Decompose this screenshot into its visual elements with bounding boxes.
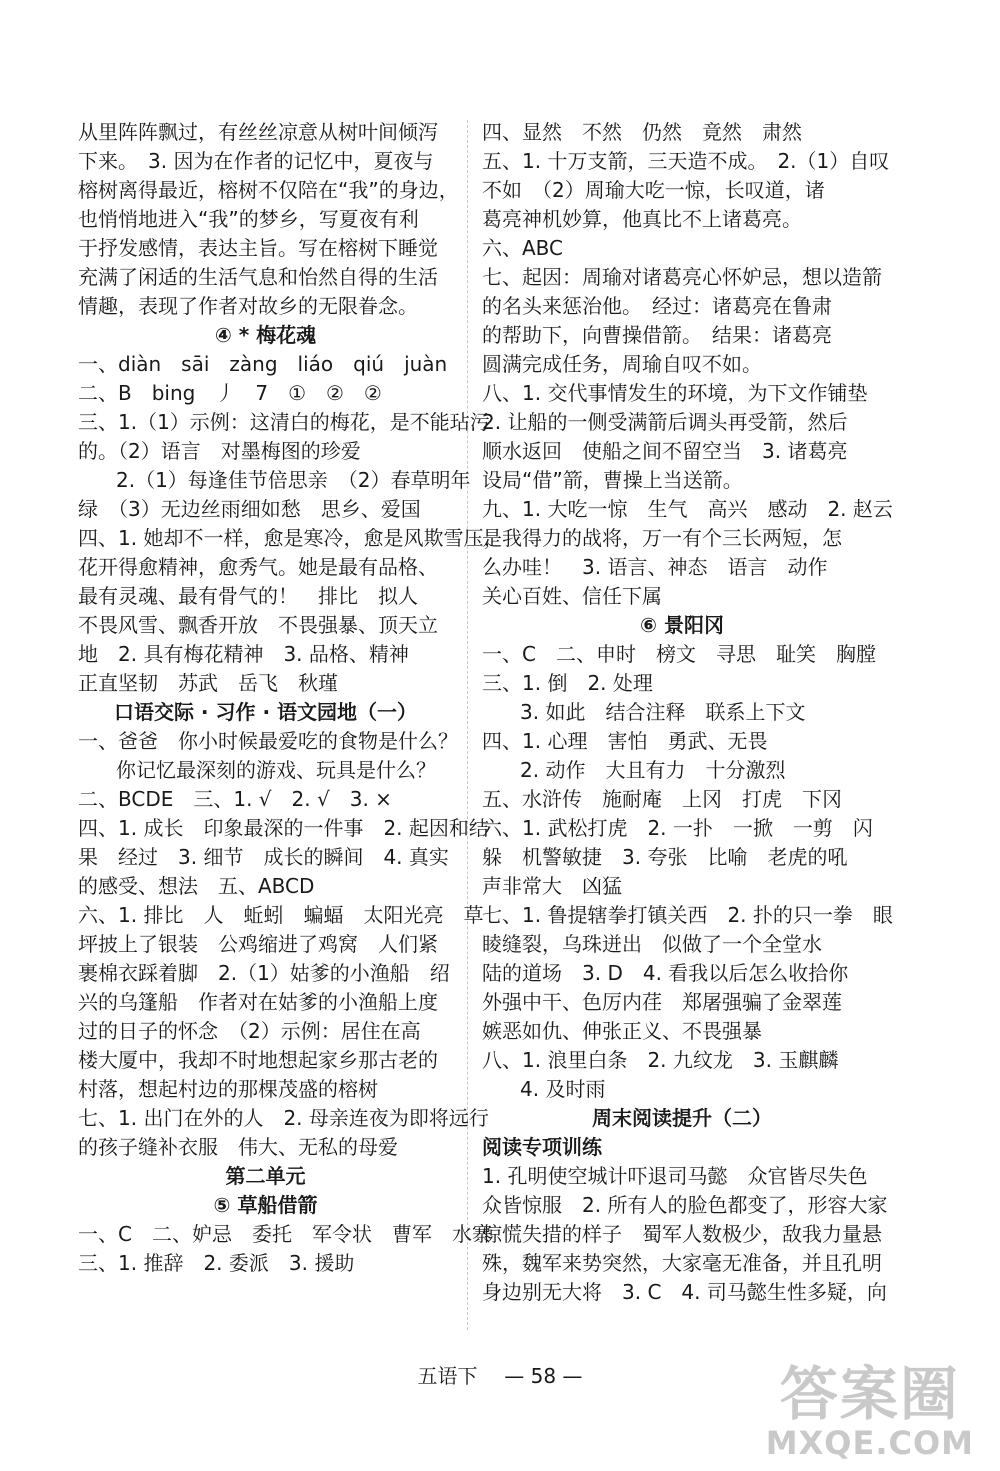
column-divider: [467, 120, 468, 1330]
answer-line: 你记忆最深刻的游戏、玩具是什么？: [116, 758, 436, 782]
answer-line: 四、1. 她却不一样，愈是寒冷，愈是风欺雪压，: [78, 526, 504, 550]
answer-line: 关心百姓、信任下属: [482, 584, 662, 608]
answer-line: 充满了闲适的生活气息和怡然自得的生活: [78, 265, 438, 289]
answer-line: 睖缝裂，乌珠迸出 似做了一个全堂水: [482, 932, 822, 956]
answer-line: 情趣，表现了作者对故乡的无限眷念。: [78, 294, 418, 318]
answer-line: 顺水返回 使船之间不留空当 3. 诸葛亮: [482, 439, 848, 463]
answer-line: 裹棉衣踩着脚 2.（1）姑爹的小渔船 绍: [78, 961, 450, 985]
answer-line: 2. 动作 大且有力 十分激烈: [520, 758, 786, 782]
answer-line: 最有灵魂、最有骨气的！ 排比 拟人: [78, 584, 418, 608]
answer-line: 的。（2）语言 对墨梅图的珍爱: [78, 439, 361, 463]
answer-line: 于抒发感情，表达主旨。写在榕树下睡觉: [78, 236, 438, 260]
answer-line: 楼大厦中，我却不时地想起家乡那古老的: [78, 1048, 438, 1072]
answer-line: 是我得力的战将，万一有个三长两短，怎: [482, 526, 842, 550]
answer-line: 果 经过 3. 细节 成长的瞬间 4. 真实: [78, 845, 449, 869]
answer-line: 殊，魏军来势突然，大家毫无准备，并且孔明: [482, 1251, 882, 1275]
answer-line: 也悄悄地进入“我”的梦乡，写夏夜有利: [78, 207, 419, 231]
section-title: 口语交际 · 习作 · 语文园地（一）: [113, 700, 418, 724]
answer-line: 设局“借”箭，曹操上当送箭。: [482, 468, 743, 492]
right-column: [482, 118, 893, 1307]
page-number: — 58 —: [504, 1364, 583, 1388]
answer-line: 五、1. 十万支箭，三天造不成。 2.（1）自叹: [482, 149, 890, 173]
section-title: ⑥ 景阳冈: [640, 613, 724, 637]
answer-line: 的孩子缝补衣服 伟大、无私的母爱: [78, 1135, 398, 1159]
answer-line: 的感受、想法 五、ABCD: [78, 874, 315, 898]
answer-line: 八、1. 浪里白条 2. 九纹龙 3. 玉麒麟: [482, 1048, 839, 1072]
answer-line: 坪披上了银装 公鸡缩进了鸡窝 人们紧: [78, 932, 438, 956]
watermark-logo: [765, 1360, 974, 1462]
answer-line: 嫉恶如仇、伸张正义、不畏强暴: [482, 1019, 762, 1043]
answer-line: 过的日子的怀念 （2）示例：居住在高: [78, 1019, 421, 1043]
answer-line: 么办哇！ 3. 语言、神态 语言 动作: [482, 555, 828, 579]
answer-line: 葛亮神机妙算，他真比不上诸葛亮。: [482, 207, 802, 231]
answer-line: 3. 如此 结合注释 联系上下文: [520, 700, 806, 724]
answer-line: 村落，想起村边的那棵茂盛的榕树: [78, 1077, 378, 1101]
answer-line: 从里阵阵飘过，有丝丝凉意从树叶间倾泻: [78, 120, 438, 144]
answer-line: 八、1. 交代事情发生的环境，为下文作铺垫: [482, 381, 868, 405]
answer-line: 七、1. 出门在外的人 2. 母亲连夜为即将远行: [78, 1106, 489, 1130]
answer-line: 不如 （2）周瑜大吃一惊，长叹道，诸: [482, 178, 825, 202]
answer-line: 七、1. 鲁提辖拳打镇关西 2. 扑的只一拳 眼: [482, 903, 893, 927]
answer-line: 二、B bing 丿 7 ① ② ②: [78, 381, 382, 405]
section-title: 第二单元: [225, 1164, 306, 1188]
answer-line: 躲 机警敏捷 3. 夸张 比喻 老虎的吼: [482, 845, 848, 869]
answer-line: 六、ABC: [482, 236, 564, 260]
answer-line: 三、1.（1）示例：这清白的梅花，是不能玷污: [78, 410, 490, 434]
answer-line: 五、水浒传 施耐庵 上冈 打虎 下冈: [482, 787, 842, 811]
watermark-line2: MXQE.COM: [765, 1424, 974, 1462]
watermark-line1: 答案圈: [779, 1360, 960, 1428]
answer-line: 六、1. 排比 人 蚯蚓 蝙蝠 太阳光亮 草: [78, 903, 484, 927]
answer-line: 四、1. 心理 害怕 勇武、无畏: [482, 729, 768, 753]
answer-line: 绿 （3）无边丝雨细如愁 思乡、爱国: [78, 497, 421, 521]
footer-label: 五语下: [417, 1364, 478, 1388]
answer-line: 的帮助下，向曹操借箭。 结果：诸葛亮: [482, 323, 832, 347]
answer-line: 兴的乌篷船 作者对在姑爹的小渔船上度: [78, 990, 438, 1014]
answer-line: 三、1. 倒 2. 处理: [482, 671, 653, 695]
answer-line: 外强中干、色厉内荏 郑屠强骗了金翠莲: [482, 990, 842, 1014]
answer-line: 二、BCDE 三、1. √ 2. √ 3. ×: [78, 787, 392, 811]
answer-line: 地 2. 具有梅花精神 3. 品格、精神: [78, 642, 409, 666]
answer-line: 惊慌失措的样子 蜀军人数极少，敌我力量悬: [482, 1222, 882, 1246]
section-title: ④ * 梅花魂: [214, 323, 317, 347]
section-title: ⑤ 草船借箭: [213, 1193, 318, 1217]
answer-line: 2. 让船的一侧受满箭后调头再受箭，然后: [482, 410, 848, 434]
answer-line: 四、显然 不然 仍然 竟然 肃然: [482, 120, 802, 144]
answer-line: 九、1. 大吃一惊 生气 高兴 感动 2. 赵云: [482, 497, 893, 521]
answer-line: 1. 孔明使空城计吓退司马懿 众官皆尽失色: [482, 1164, 868, 1188]
answer-line: 四、1. 成长 印象最深的一件事 2. 起因和结: [78, 816, 489, 840]
answer-line: 一、爸爸 你小时候最爱吃的食物是什么？: [78, 729, 458, 753]
answer-line: 陆的道场 3. D 4. 看我以后怎么收拾你: [482, 961, 849, 985]
answer-line: 花开得愈精神，愈秀气。她是最有品格、: [78, 555, 438, 579]
section-title: 周末阅读提升（二）: [592, 1106, 772, 1130]
answer-line: 六、1. 武松打虎 2. 一扑 一掀 一剪 闪: [482, 816, 873, 840]
answer-line: 一、C 二、妒忌 委托 军令状 曹军 水寨: [78, 1222, 492, 1246]
answer-line: 众皆惊服 2. 所有人的脸色都变了，形容大家: [482, 1193, 888, 1217]
answer-line: 声非常大 凶猛: [482, 874, 622, 898]
answer-line: 的名头来惩治他。 经过：诸葛亮在鲁肃: [482, 294, 832, 318]
answer-line: 正直坚韧 苏武 岳飞 秋瑾: [78, 671, 338, 695]
answer-line: 4. 及时雨: [520, 1077, 606, 1101]
answer-line: 不畏风雪、飘香开放 不畏强暴、顶天立: [78, 613, 438, 637]
answer-line: 2.（1）每逢佳节倍思亲 （2）春草明年: [116, 468, 471, 492]
answer-line: 榕树离得最近，榕树不仅陪在“我”的身边，: [78, 178, 459, 202]
answer-line: 下来。 3. 因为在作者的记忆中，夏夜与: [78, 149, 434, 173]
answer-line: 三、1. 推辞 2. 委派 3. 援助: [78, 1251, 355, 1275]
subsection-title: 阅读专项训练: [482, 1135, 602, 1159]
answer-line: 身边别无大将 3. C 4. 司马懿生性多疑，向: [482, 1280, 887, 1304]
left-column: [78, 118, 504, 1278]
answer-line: 圆满完成任务，周瑜自叹不如。: [482, 352, 762, 376]
answer-line: 一、C 二、申时 榜文 寻思 耻笑 胸膛: [482, 642, 876, 666]
answer-line: 七、起因：周瑜对诸葛亮心怀妒忌，想以造箭: [482, 265, 882, 289]
answer-line: 一、diàn sāi zàng liáo qiú juàn: [78, 352, 448, 376]
